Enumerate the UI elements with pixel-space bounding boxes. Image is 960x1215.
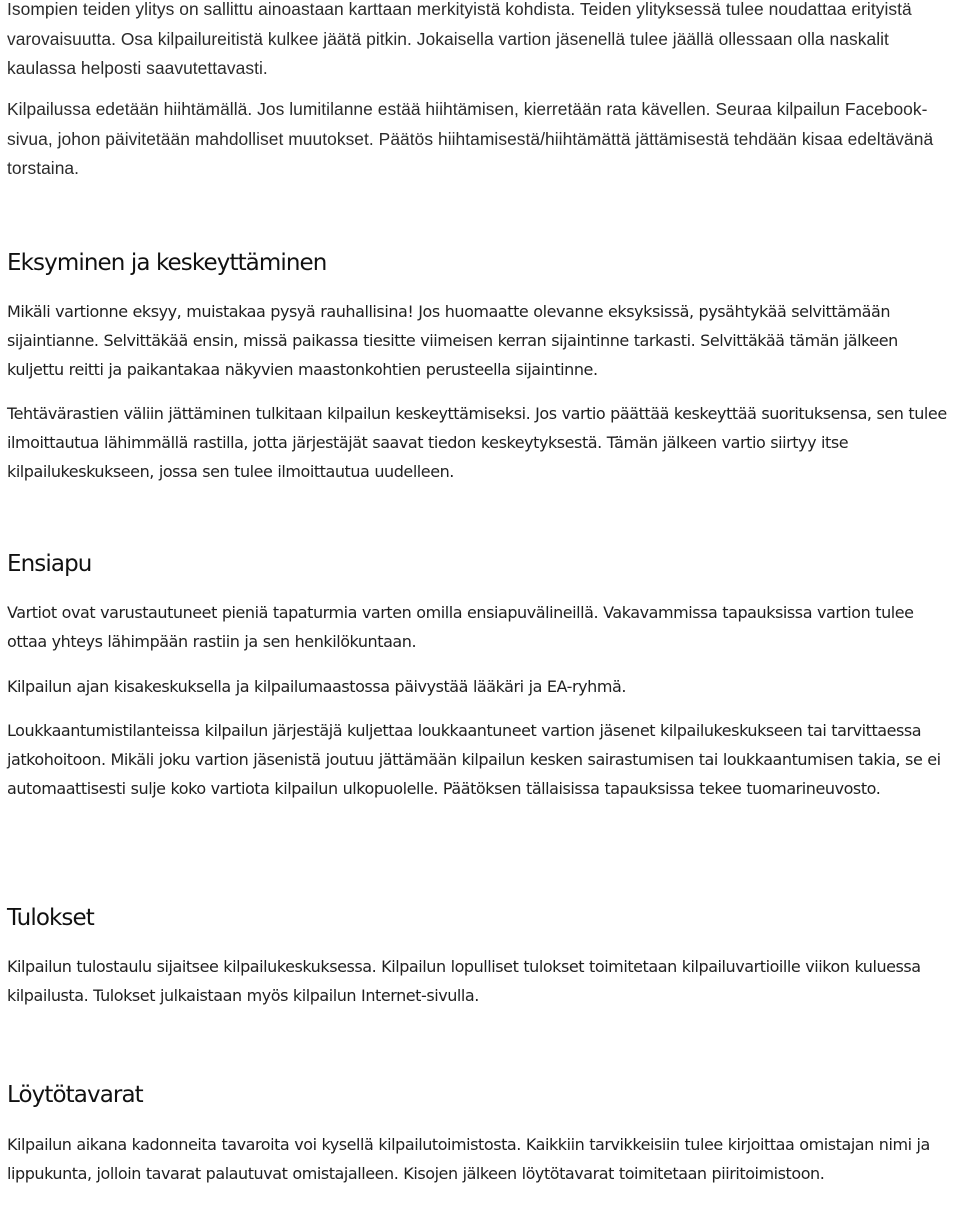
eksyminen-paragraph-2: Tehtävärastien väliin jättäminen tulkitaan kilpailun keskeyttämiseksi. Jos vartio päättää keskeyttää suorituksensa, sen tulee ilmoittautua lähimmällä rastilla, jotta järjestäjät saavat tiedon keskeytyksestä. Tämän jälkeen vartio siirtyy itse kilpailukeskukseen, jossa sen tulee ilmoittautua uudelleen. bbox=[7, 404, 947, 482]
intro-paragraph-road-crossing: Isompien teiden ylitys on sallittu ainoastaan karttaan merkityistä kohdista. Teiden ylityksessä tulee noudattaa erityistä varovaisuutta. Osa kilpailureitistä kulkee jäätä pitkin. Jokaisella vartion jäsenellä tulee jäällä ollessaan olla naskalit kaulassa helposti saavutettavasti. bbox=[7, 0, 912, 78]
section-heading-tulokset: Tulokset bbox=[7, 905, 94, 931]
ensiapu-paragraph-1: Vartiot ovat varustautuneet pieniä tapaturmia varten omilla ensiapuvälineillä. Vakavammissa tapauksissa vartion tulee ottaa yhteys lähimpään rastiin ja sen henkilökuntaan. bbox=[7, 603, 914, 652]
loytotavarat-paragraph-1: Kilpailun aikana kadonneita tavaroita voi kysellä kilpailutoimistosta. Kaikkiin tarvikkeisiin tulee kirjoittaa omistajan nimi ja lippukunta, jolloin tavarat palautuvat omistajalleen. Kisojen jälkeen löytötavarat toimitetaan piiritoimistoon. bbox=[7, 1135, 930, 1184]
ensiapu-paragraph-2: Kilpailun ajan kisakeskuksella ja kilpailumaastossa päivystää lääkäri ja EA-ryhmä. bbox=[7, 677, 626, 696]
ensiapu-paragraph-3: Loukkaantumistilanteissa kilpailun järjestäjä kuljettaa loukkaantuneet vartion jäsenet kilpailukeskukseen tai tarvittaessa jatkohoitoon. Mikäli joku vartion jäsenistä joutuu jättämään kilpailun kesken sairastumisen tai loukkaantumisen takia, se ei automaattisesti sulje koko vartiota kilpailun ulkopuolelle. Päätöksen tällaisissa tapauksissa tekee tuomarineuvosto. bbox=[7, 721, 941, 799]
eksyminen-paragraph-1: Mikäli vartionne eksyy, muistakaa pysyä rauhallisina! Jos huomaatte olevanne eksyksissä, pysähtykää selvittämään sijaintianne. Selvittäkää ensin, missä paikassa tiesitte viimeisen kerran sijaintinne tarkasti. Selvittäkää tämän jälkeen kuljettu reitti ja paikantakaa näkyvien maastonkohtien perusteella sijaintinne. bbox=[7, 302, 898, 380]
section-heading-eksyminen: Eksyminen ja keskeyttäminen bbox=[7, 250, 327, 276]
intro-paragraph-skiing: Kilpailussa edetään hiihtämällä. Jos lumitilanne estää hiihtämisen, kierretään rata kävellen. Seuraa kilpailun Facebook-sivua, johon päivitetään mahdolliset muutokset. Päätös hiihtamisestä/hiihtämättä jättämisestä tehdään kisaa edeltävänä torstaina. bbox=[7, 99, 934, 178]
tulokset-paragraph-1: Kilpailun tulostaulu sijaitsee kilpailukeskuksessa. Kilpailun lopulliset tulokset toimitetaan kilpailuvartioille viikon kuluessa kilpailusta. Tulokset julkaistaan myös kilpailun Internet-sivulla. bbox=[7, 957, 921, 1006]
section-heading-ensiapu: Ensiapu bbox=[7, 551, 92, 577]
section-heading-loytotavarat: Löytötavarat bbox=[7, 1082, 143, 1108]
